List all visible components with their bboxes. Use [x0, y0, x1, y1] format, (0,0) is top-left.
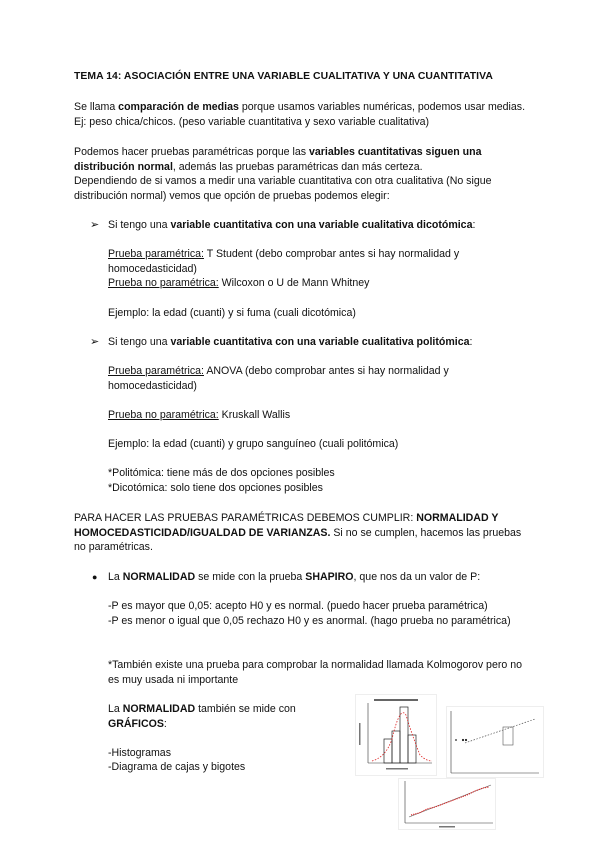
histogram-title-mark: [374, 699, 418, 701]
dot-bullet-icon: ●: [92, 572, 98, 582]
case2-post: :: [469, 336, 473, 348]
param-bold: variables cuantitativas siguen una distribución normal: [74, 146, 482, 173]
p-high: -P es mayor que 0,05: acepto H0 y es normal. (puedo hacer prueba paramétrica): [108, 600, 488, 612]
case2-bold: variable cuantitativa con una variable cualitativa politómica: [170, 336, 470, 348]
intro-paragraph: [74, 100, 534, 129]
page-title: TEMA 14: ASOCIACIÓN ENTRE UNA VARIABLE CUALITATIVA Y UNA CUANTITATIVA: [74, 71, 493, 82]
case1-param: [108, 247, 528, 276]
histogram-item: -Histogramas: [108, 747, 171, 759]
intro-text: Se llama: [74, 101, 119, 113]
graf-mid: también se mide con: [195, 703, 296, 715]
case1-nonparam: [108, 276, 528, 291]
case2-heading: [108, 335, 528, 350]
requirements-bold: NORMALIDAD Y HOMOCEDASTICIDAD/IGUALDAD DE VARIANZAS.: [74, 512, 499, 539]
note-dicotomica: *Dicotómica: solo tiene dos opciones posibles: [108, 482, 323, 494]
case1-heading: [108, 218, 528, 233]
case2-nonparam-text: Kruskall Wallis: [218, 409, 291, 421]
requirements-pre: PARA HACER LAS PRUEBAS PARAMÉTRICAS DEBEMOS CUMPLIR:: [74, 512, 417, 524]
normality-bold1: NORMALIDAD: [122, 571, 196, 583]
case1-param-text: T Student (debo comprobar antes si hay normalidad y homocedasticidad): [108, 248, 460, 275]
kolmogorov-note: *También existe una prueba para comprobar la normalidad llamada Kolmogorov pero no es muy usada ni importante: [108, 659, 522, 686]
case1-bold: variable cuantitativa con una variable cualitativa dicotómica: [170, 219, 473, 231]
x-axis-label-mark: [386, 768, 408, 770]
histogram-figure: [355, 694, 437, 776]
case2-pre: Si tengo una: [108, 336, 171, 348]
case1-example: Ejemplo: la edad (cuanti) y si fuma (cuali dicotómica): [108, 307, 356, 319]
case1-pre: Si tengo una: [108, 219, 171, 231]
case1-nonparam-text: Wilcoxon o U de Mann Whitney: [218, 277, 370, 289]
normal-curve: [372, 713, 432, 761]
boxplot-item: -Diagrama de cajas y bigotes: [108, 761, 246, 773]
reference-line: [465, 719, 535, 743]
box: [503, 727, 513, 745]
case2-param-text: ANOVA (debo comprobar antes si hay normalidad y homocedasticidad): [108, 365, 449, 392]
p-low: -P es menor o igual que 0,05 rechazo H0 y es anormal. (hago prueba no paramétrica): [108, 615, 511, 627]
graf-post: :: [163, 717, 167, 730]
boxplot-figure: [446, 706, 544, 778]
case1-post: :: [472, 219, 476, 231]
normality-mid: se mide con la prueba: [195, 571, 306, 583]
case2-nonparam: [108, 408, 528, 423]
note-politomica: *Politómica: tiene más de dos opciones posibles: [108, 467, 335, 479]
graficos-paragraph: [108, 702, 308, 731]
normality-post: , que nos da un valor de P:: [353, 571, 481, 583]
qq-plot-figure: [398, 778, 496, 830]
normality-heading: [108, 570, 528, 585]
y-axis-label-mark: [359, 723, 361, 745]
normality-bold2: SHAPIRO: [305, 571, 354, 583]
intro-text-post: porque usamos variables numéricas, podemos usar medias. Ej: peso chica/chicos. (peso variable cuantitativa y sexo variable cualitativa): [74, 101, 526, 128]
case2-param: [108, 364, 528, 393]
param-text-post: , además las pruebas paramétricas dan más certeza.: [172, 160, 423, 173]
histogram-bar: [408, 735, 416, 763]
requirements-paragraph: [74, 511, 534, 555]
histogram-bar: [392, 731, 400, 763]
normality-pre: La: [108, 571, 123, 583]
param-paragraph: [74, 145, 534, 203]
param-text: Podemos hacer pruebas paramétricas porque las: [74, 146, 309, 158]
case2-nonparam-label: Prueba no paramétrica:: [108, 409, 219, 421]
graf-bold1: NORMALIDAD: [122, 703, 196, 715]
arrow-bullet-icon: ➢: [90, 336, 100, 348]
requirements-post: Si no se cumplen, hacemos las pruebas no paramétricas.: [74, 526, 522, 554]
graf-bold2: GRÁFICOS: [108, 717, 164, 730]
case1-param-label: Prueba paramétrica:: [108, 248, 204, 260]
arrow-bullet-icon: ➢: [90, 219, 100, 231]
case2-param-label: Prueba paramétrica:: [108, 365, 204, 377]
histogram-bar: [400, 707, 408, 763]
case2-example: Ejemplo: la edad (cuanti) y grupo sanguíneo (cuali politómica): [108, 438, 399, 450]
case1-nonparam-label: Prueba no paramétrica:: [108, 277, 219, 289]
qq-reference-line: [409, 785, 491, 817]
graf-pre: La: [108, 703, 123, 715]
intro-bold: comparación de medias: [118, 101, 239, 113]
param-line2: Dependiendo de si vamos a medir una variable cuantitativa con otra cualitativa (No sigue distribución normal) vemos que opción de pruebas podemos elegir:: [74, 175, 492, 202]
